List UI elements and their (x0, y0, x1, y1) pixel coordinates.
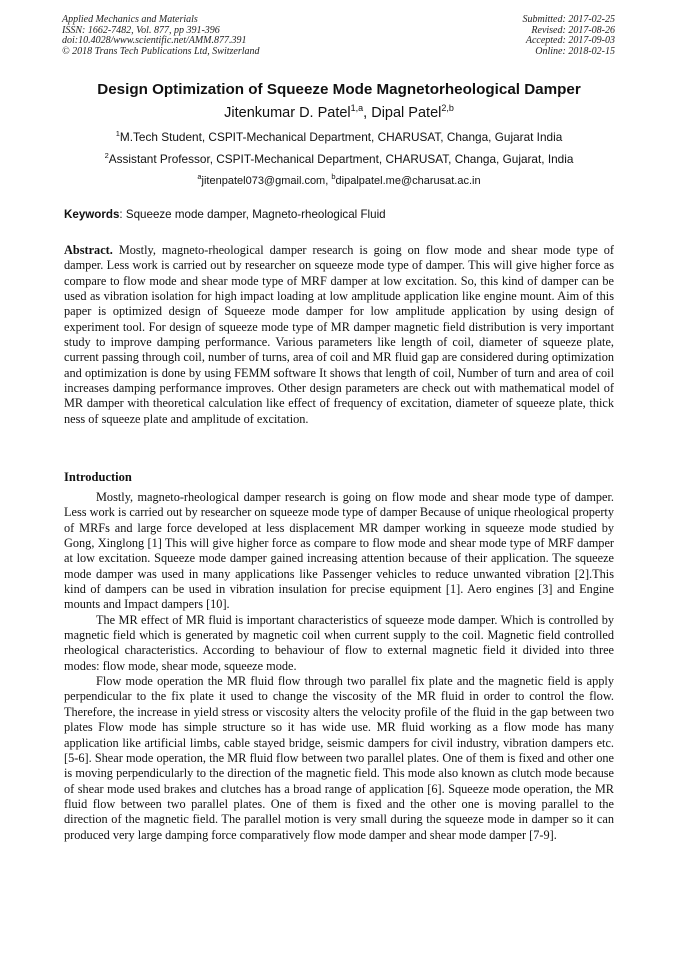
dates-header (523, 15, 616, 57)
keywords-text: : Squeeze mode damper, Magneto-rheological Fluid (119, 208, 386, 221)
journal-header (62, 15, 260, 57)
journal-name: Applied Mechanics and Materials (62, 14, 198, 25)
author-line (0, 104, 678, 122)
issn-line: ISSN: 1662-7482, Vol. 877, pp 391-396 (62, 24, 220, 36)
abstract-label: Abstract. (64, 243, 113, 257)
abstract-text: Mostly, magneto-rheological damper research is going on flow mode and shear mode type of damper. Less work is carried out by researcher on squeeze mode type of damper. This will give higher force as compare to flow mode and shear mode type of MRF damper at low excitation. So, this kind of damper can be used as vibration isolation for high impact loading at low amplitude application like engine mount. Aim of this paper is optimized design of Squeeze mode damper for low amplitude application by using design of experiment tool. For design of squeeze mode type of MR damper magnetic field distribution is very important study to improve damping performance. Various parameters like length of coil, diameter of squeeze plate, current passing through coil, number of turns, area of coil and MR fluid gap are considered during optimization and optimization is done by using FEMM software It shows that length of coil, Number of turn and area of coil increases damping performance improves. Other design parameters are check out with mathematical model of MR damper with theoretical calculation like effect of frequency of excitation, diameter of squeeze plate, thick ness of squeeze plate and amplitude of excitation. (64, 243, 614, 426)
intro-paragraph-1: Mostly, magneto-rheological damper research is going on flow mode and shear mode type of damper. Less work is carried out by researcher on squeeze mode type of damper Because of unique rheological property of MRFs and large force developed at less displacement MR damper working in squeeze mode studied by Gong, Xinglong [1] This will give higher force as compare to flow mode and shear mode type of MRF damper at low excitation. Squeeze mode damper gained increasing attention because of their application. The squeeze mode damper was used in many applications like Passenger vehicles to reduce unwanted vibration [2].This kind of dampers can be used in vibration insulation for precise equipment [1]. Aero engines [3] and Engine mounts and Impact dampers [10]. (64, 490, 614, 612)
accepted-date: Accepted: 2017-09-03 (525, 35, 615, 47)
email-b-marker: b (331, 172, 336, 181)
revised-date: Revised: 2017-08-26 (531, 24, 615, 36)
intro-paragraph-3: Flow mode operation the MR fluid flow through two parallel fix plate and the magnetic field is apply perpendicular to the fix plate it used to change the viscosity of the MR fluid in order to control the flow. Therefore, the increase in yield stress or viscosity alters the velocity profile of the fluid in the gap between two plates Flow mode has simple structure so it has wide use. MR fluid working as a flow mode has many application like artificial limbs, cable stayed bridge, seismic dampers for civil industry, vibration dampers etc. [5-6]. Shear mode operation, the MR fluid flow between two parallel plates. One of them is fixed and other one is moving perpendicularly to the direction of the magnetic field. This mode also known as clutch mode because of shear mode used brakes and clutches has a broad range of application [6]. Squeeze mode operation, the MR fluid flow between two parallel plates. One of them is fixed and the other one is moving parallel to the direction of the magnetic field. The parallel motion is very small during the squeeze mode in damper so it can produced very large damping force comparatively flow mode damper and shear mode damper [7-9]. (64, 674, 614, 842)
affiliation-1 (0, 130, 678, 144)
email-b-link[interactable]: dipalpatel.me@charusat.ac.in (335, 175, 481, 187)
introduction-body (64, 490, 614, 843)
author-1-name: Jitenkumar D. Patel (224, 105, 351, 121)
email-a-marker: a (197, 172, 202, 181)
online-date: Online: 2018-02-15 (535, 45, 615, 57)
affiliation-2-marker: 2 (104, 151, 109, 160)
author-emails (0, 174, 678, 188)
affiliation-2 (0, 152, 678, 166)
abstract-paragraph (64, 243, 614, 427)
affiliation-2-text: Assistant Professor, CSPIT-Mechanical Department, CHARUSAT, Changa, Gujarat, India (108, 152, 574, 166)
intro-paragraph-2: The MR effect of MR fluid is important characteristics of squeeze mode damper. Which is controlled by magnetic field which is generated by magnetic coil when current supply to the coil. Magnetic field controlled rheological characteristics. According to behaviour of flow to external magnetic field it divided into three modes: flow mode, shear mode, squeeze mode. (64, 612, 614, 673)
affiliation-1-text: M.Tech Student, CSPIT-Mechanical Department, CHARUSAT, Changa, Gujarat India (119, 130, 563, 144)
affiliation-1-marker: 1 (115, 129, 120, 138)
introduction-heading: Introduction (64, 470, 132, 484)
email-a-link[interactable]: jitenpatel073@gmail.com, (201, 175, 332, 187)
author-2-marker: 2,b (441, 103, 454, 113)
keywords-line (64, 208, 386, 222)
copyright-line: © 2018 Trans Tech Publications Ltd, Switzerland (62, 45, 260, 57)
keywords-label: Keywords (64, 208, 120, 221)
author-separator: , (363, 105, 372, 121)
paper-title: Design Optimization of Squeeze Mode Magnetorheological Damper (97, 81, 581, 98)
submitted-date: Submitted: 2017-02-25 (522, 14, 615, 25)
doi-line: doi:10.4028/www.scientific.net/AMM.877.391 (62, 35, 247, 47)
author-2-name: Dipal Patel (371, 105, 442, 121)
author-1-marker: 1,a (350, 103, 364, 113)
